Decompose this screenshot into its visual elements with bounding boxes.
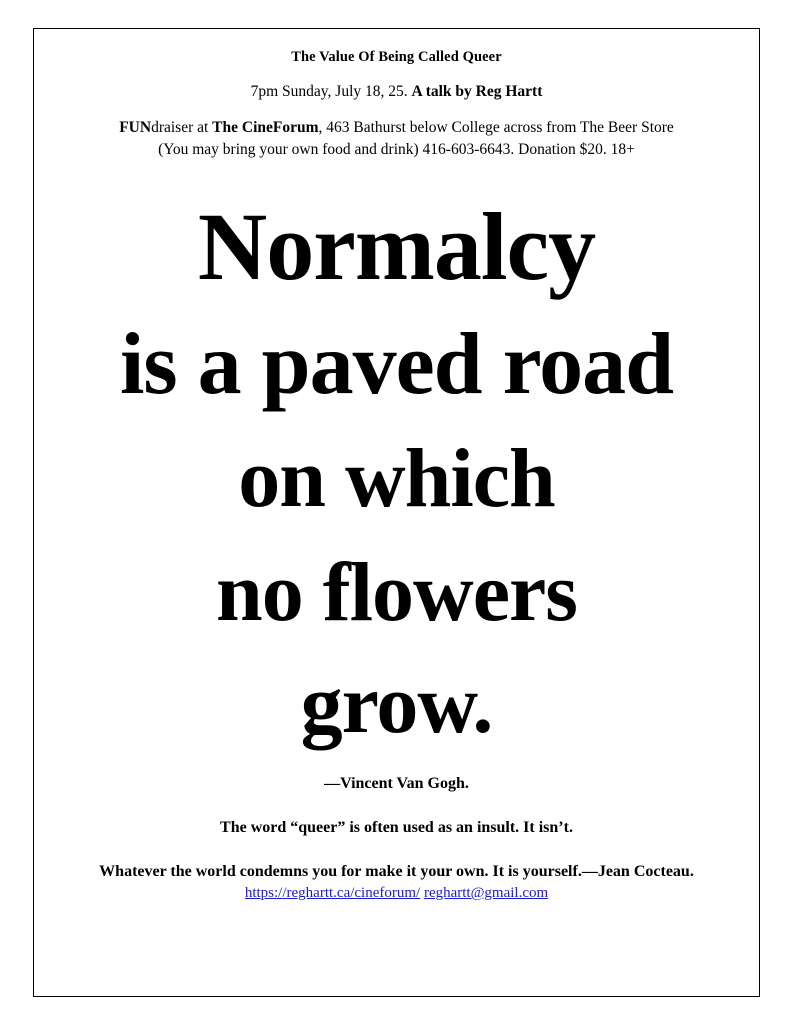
quote-attribution: —Vincent Van Gogh. — [324, 774, 469, 792]
footer-line-1: The word “queer” is often used as an insult. It isn’t. — [220, 818, 573, 836]
event-time-line — [58, 83, 735, 101]
footer-links — [58, 885, 735, 902]
event-speaker: A talk by Reg Hartt — [411, 83, 543, 101]
quote-line-4: no flowers — [216, 545, 577, 639]
venue-address: , 463 Bathurst below College across from The Beer Store — [318, 119, 674, 137]
quote-line-1: Normalcy — [197, 192, 596, 300]
venue-line — [58, 119, 735, 137]
venue-fun-prefix: FUN — [119, 119, 152, 137]
quote-line-5: grow. — [300, 657, 493, 751]
quote-line-2: is a paved road — [119, 315, 674, 413]
website-link[interactable]: https://reghartt.ca/cineforum/ — [244, 884, 421, 901]
venue-note: (You may bring your own food and drink) 416-603-6643. Donation $20. 18+ — [158, 140, 635, 158]
poster-content — [34, 29, 759, 996]
quote-line-3: on which — [238, 431, 555, 525]
venue-draiser-text: draiser at — [151, 119, 213, 137]
venue-name: The CineForum — [212, 119, 319, 137]
poster-title: The Value Of Being Called Queer — [291, 49, 502, 65]
footer-line-2: Whatever the world condemns you for make it your own. It is yourself.—Jean Cocteau. — [99, 862, 694, 880]
event-time: 7pm Sunday, July 18, 25. — [250, 83, 412, 101]
email-link[interactable]: reghartt@gmail.com — [423, 884, 549, 901]
